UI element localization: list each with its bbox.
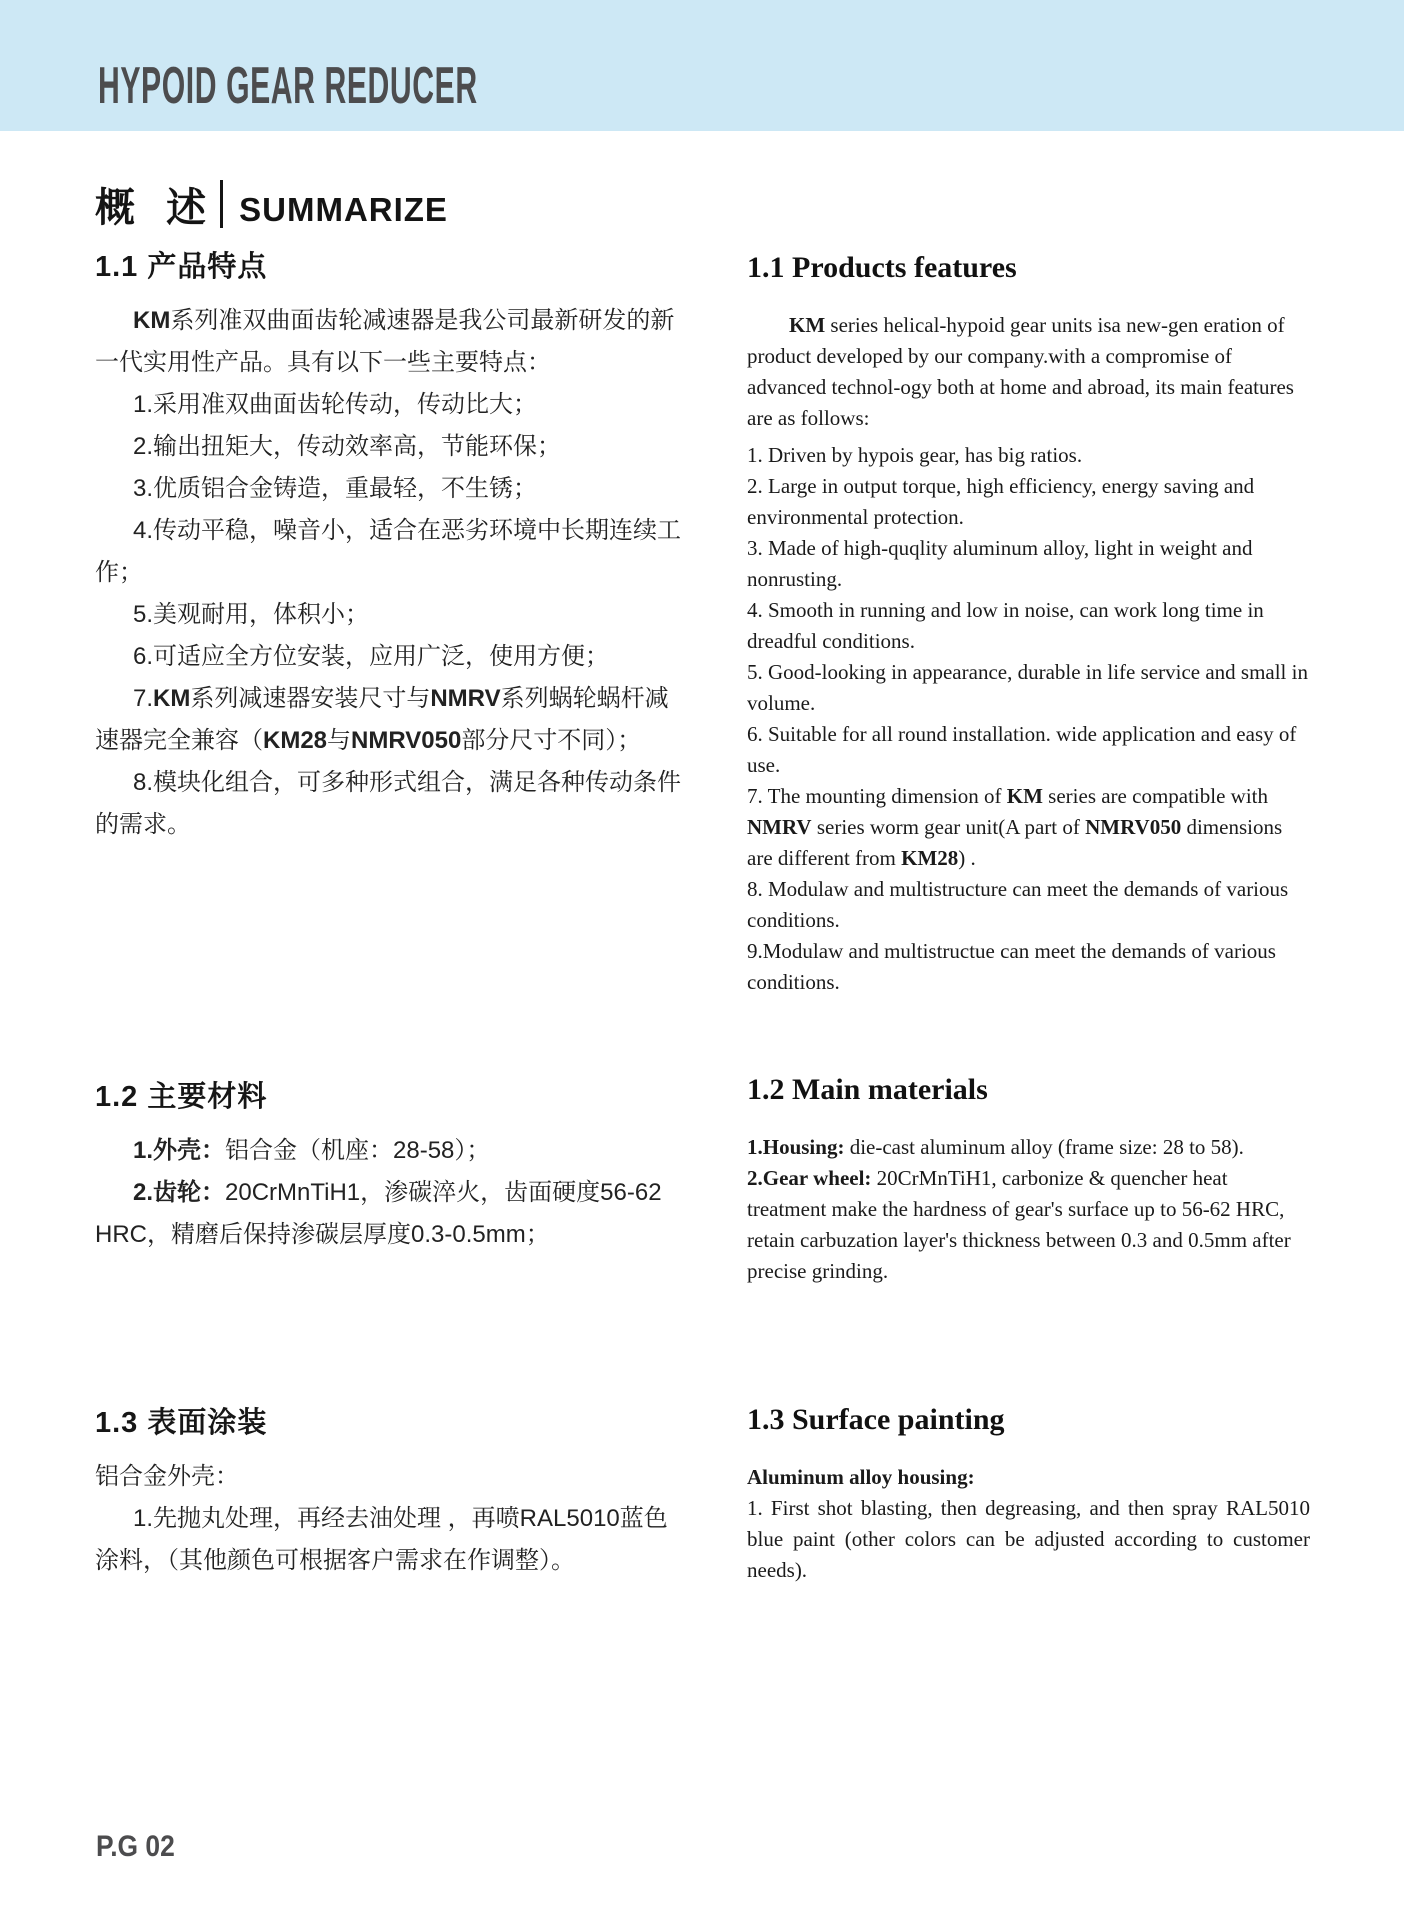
list-item: 4.传动平稳，噪音小，适合在恶劣环境中长期连续工作； xyxy=(95,517,682,586)
list-item: 1. Driven by hypois gear, has big ratios. xyxy=(747,443,1083,467)
list-item xyxy=(95,678,687,762)
text-segment-bold: NMRV050 xyxy=(1085,815,1182,839)
text-segment-bold: NMRV050 xyxy=(351,727,462,754)
list-item xyxy=(95,1130,687,1172)
list-item xyxy=(95,1172,687,1256)
list-item: 1.采用准双曲面齿轮传动，传动比大； xyxy=(133,391,538,418)
text-segment-bold: KM xyxy=(789,313,826,337)
list-item: 6. Suitable for all round installation. wide application and easy of use. xyxy=(747,722,1297,777)
text-segment: 20CrMnTiH1, carbonize & quencher heat treatment make the hardness of gear's surface up to 56-62 HRC, retain carbuzation layer's thickness between 0.3 and 0.5mm after precise grinding. xyxy=(747,1166,1291,1283)
text-segment-bold: NMRV xyxy=(430,685,501,712)
paragraph-intro xyxy=(95,300,687,384)
list-item: 3.优质铝合金铸造，重最轻，不生锈； xyxy=(133,475,538,502)
text-segment-bold: 2.Gear wheel: xyxy=(747,1166,872,1190)
list-item: 1.先抛丸处理，再经去油处理 ，再喷RAL5010蓝色涂料，（其他颜色可根据客户需求在作调整）。 xyxy=(95,1505,668,1574)
list-item: 4. Smooth in running and low in noise, can work long time in dreadful conditions. xyxy=(747,598,1264,653)
page-header-title: HYPOID GEAR REDUCER xyxy=(98,57,478,115)
overview-heading xyxy=(95,180,448,228)
text-segment: 7. The mounting dimension of xyxy=(747,784,1007,808)
text-segment-bold: KM28 xyxy=(901,846,959,870)
list-item: 5.美观耐用，体积小； xyxy=(133,601,370,628)
overview-heading-zh: 概 述 xyxy=(95,186,217,230)
text-segment: 铝合金（机座：28-58）； xyxy=(225,1137,491,1164)
text-segment: 系列减速器安装尺寸与 xyxy=(190,685,431,712)
text-segment: 7. xyxy=(133,685,154,712)
list-item: 3. Made of high-quqlity aluminum alloy, light in weight and nonrusting. xyxy=(747,536,1253,591)
text-segment: 与 xyxy=(327,727,352,754)
list-item: 9.Modulaw and multistructue can meet the demands of various conditions. xyxy=(747,939,1276,994)
text-segment: die-cast aluminum alloy (frame size: 28 to 58). xyxy=(844,1135,1244,1159)
section-1-2-zh xyxy=(95,1080,687,1256)
page-number: P.G 02 xyxy=(96,1830,175,1863)
text-segment: series are compatible with xyxy=(1042,784,1269,808)
text-segment-bold: KM xyxy=(133,307,171,334)
text-segment: 部分尺寸不同）； xyxy=(461,727,642,754)
section-heading: 1.1 产品特点 xyxy=(95,251,268,283)
list-item: 1. First shot blasting, then degreasing, and then spray RAL5010 blue paint (other colors can be adjusted according to customer needs). xyxy=(747,1496,1310,1582)
text-segment-bold: 1.Housing: xyxy=(747,1135,845,1159)
text-segment: 20CrMnTiH1，渗碳淬火，齿面硬度56-62 HRC，精磨后保持渗碳层厚度0.3-0.5mm； xyxy=(95,1179,662,1248)
section-heading: 1.2 Main materials xyxy=(747,1073,988,1106)
text-segment: 系列准双曲面齿轮减速器是我公司最新研发的新一代实用性产品。具有以下一些主要特点： xyxy=(95,307,675,376)
text-segment-bold: NMRV xyxy=(747,815,812,839)
text-segment-bold: 1.外壳： xyxy=(133,1137,226,1164)
overview-heading-en: SUMMARIZE xyxy=(239,191,448,228)
paragraph-intro xyxy=(747,310,1310,434)
text-segment-bold: KM xyxy=(153,685,191,712)
list-item: 5. Good-looking in appearance, durable in life service and small in volume. xyxy=(747,660,1308,715)
section-heading: 1.3 Surface painting xyxy=(747,1403,1005,1436)
text-segment-bold: Aluminum alloy housing: xyxy=(747,1465,975,1489)
text-segment: ) . xyxy=(958,846,976,870)
list-item: 8.模块化组合，可多种形式组合，满足各种传动条件的需求。 xyxy=(95,769,682,838)
paragraph-label: 铝合金外壳： xyxy=(95,1463,239,1490)
list-item xyxy=(747,1132,1310,1163)
section-heading: 1.1 Products features xyxy=(747,251,1017,284)
heading-divider xyxy=(220,180,223,228)
text-segment: series helical-hypoid gear units isa new-gen eration of product developed by our company.with a compromise of advanced technol-ogy both at home and abroad, its main features are as follows: xyxy=(747,313,1294,430)
section-heading: 1.2 主要材料 xyxy=(95,1081,268,1113)
feature-list xyxy=(747,440,1310,998)
text-segment: series worm gear unit(A part of xyxy=(811,815,1086,839)
section-1-2-en xyxy=(747,1072,1310,1287)
list-item: 2.输出扭矩大，传动效率高，节能环保； xyxy=(133,433,562,460)
list-item xyxy=(747,781,1310,874)
paragraph-label xyxy=(747,1462,1310,1493)
list-item: 6.可适应全方位安装，应用广泛，使用方便； xyxy=(133,643,610,670)
text-segment: 系列蜗轮蜗杆减速器完全兼容（ xyxy=(95,685,669,754)
text-segment: dimensions are different from xyxy=(747,815,1283,870)
section-heading: 1.3 表面涂装 xyxy=(95,1407,268,1439)
section-1-1-en xyxy=(747,250,1310,998)
section-1-3-zh xyxy=(95,1406,687,1582)
section-1-3-en xyxy=(747,1402,1310,1586)
section-1-1-zh xyxy=(95,250,687,846)
text-segment-bold: KM xyxy=(1006,784,1043,808)
list-item: 2. Large in output torque, high efficiency, energy saving and environmental protection. xyxy=(747,474,1255,529)
list-item: 8. Modulaw and multistructure can meet the demands of various conditions. xyxy=(747,877,1289,932)
text-segment-bold: KM28 xyxy=(263,727,328,754)
text-segment-bold: 2.齿轮： xyxy=(133,1179,226,1206)
list-item xyxy=(747,1163,1310,1287)
